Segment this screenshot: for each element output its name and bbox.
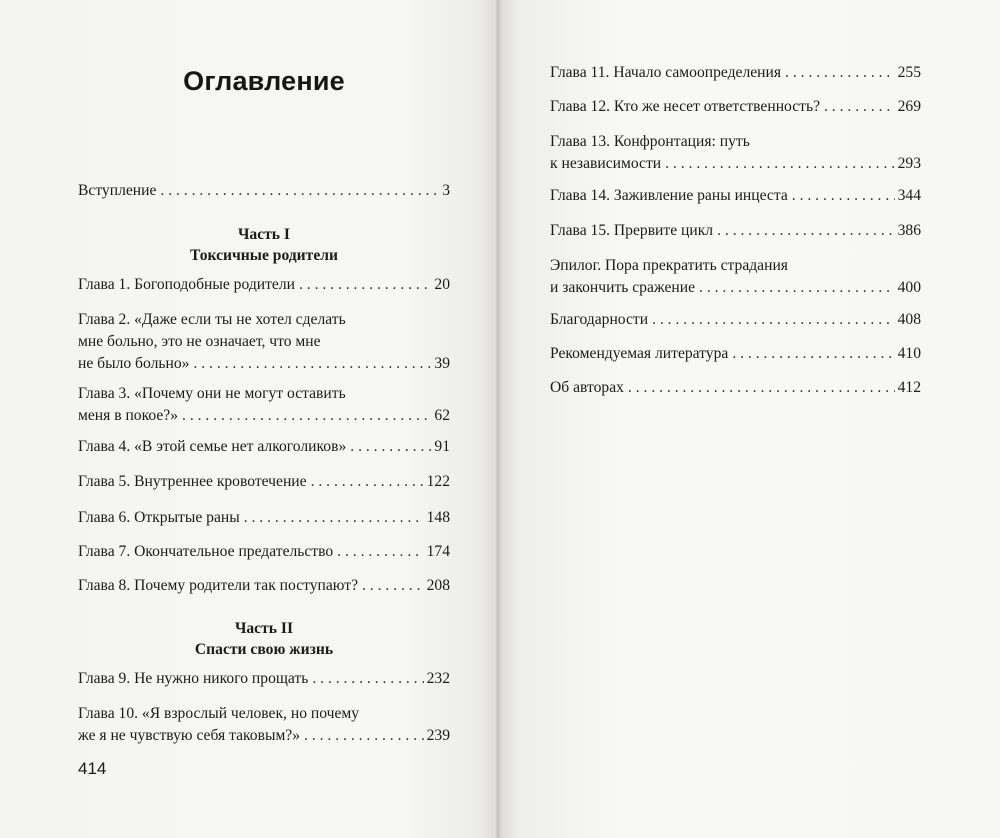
toc-entry-page: 410 bbox=[897, 345, 921, 362]
toc-entry-chapter-12 bbox=[550, 96, 921, 118]
toc-title: Оглавление bbox=[183, 66, 345, 96]
toc-entry-page: 269 bbox=[897, 98, 921, 115]
toc-entry-text: Глава 15. Прервите цикл bbox=[550, 222, 714, 239]
toc-leader-dots bbox=[244, 507, 424, 529]
page-number: 414 bbox=[78, 759, 107, 778]
toc-entry-chapter-15 bbox=[550, 220, 921, 242]
toc-entry-text: Глава 1. Богоподобные родители bbox=[78, 276, 295, 293]
toc-entry-chapter-9 bbox=[78, 668, 450, 690]
part-1-label: Часть I bbox=[237, 226, 291, 243]
toc-leader-dots bbox=[628, 377, 895, 399]
toc-entry-text-line: Глава 2. «Даже если ты не хотел сделать bbox=[78, 311, 346, 328]
toc-entry-chapter-6 bbox=[78, 507, 450, 529]
toc-entry-chapter-1 bbox=[78, 274, 450, 296]
toc-leader-dots bbox=[337, 541, 423, 563]
toc-entry-text: не было больно» bbox=[78, 355, 190, 372]
part-2-subtitle: Спасти свою жизнь bbox=[194, 641, 334, 658]
toc-entry-text: меня в покое?» bbox=[78, 407, 179, 424]
toc-entry-page: 148 bbox=[426, 509, 450, 526]
toc-entry-chapter-2 bbox=[78, 309, 450, 375]
toc-entry-chapter-11 bbox=[550, 62, 921, 84]
toc-entry-text: Об авторах bbox=[550, 379, 624, 396]
toc-entry-page: 255 bbox=[897, 64, 921, 81]
toc-entry-page: 232 bbox=[426, 670, 450, 687]
toc-entry-page: 408 bbox=[897, 311, 921, 328]
toc-leader-dots bbox=[652, 309, 895, 331]
toc-leader-dots bbox=[732, 343, 894, 365]
toc-entry-text-line: мне больно, это не означает, что мне bbox=[78, 333, 321, 350]
toc-entry-page: 293 bbox=[897, 155, 921, 172]
toc-entry-chapter-3 bbox=[78, 383, 450, 427]
toc-entry-page: 208 bbox=[426, 577, 450, 594]
part-2-label: Часть II bbox=[234, 620, 294, 637]
toc-entry-text: Рекомендуемая литература bbox=[550, 345, 729, 362]
toc-leader-dots bbox=[665, 153, 894, 175]
toc-entry-page: 39 bbox=[434, 355, 450, 372]
toc-entry-text: Благодарности bbox=[550, 311, 649, 328]
toc-entry-text: Глава 7. Окончательное предательство bbox=[78, 543, 334, 560]
toc-entry-text: и закончить сражение bbox=[550, 279, 696, 296]
toc-entry-chapter-14 bbox=[550, 185, 921, 207]
toc-entry-epilogue bbox=[550, 255, 921, 299]
toc-entry-text-line: Глава 3. «Почему они не могут оставить bbox=[78, 385, 346, 402]
toc-entry-chapter-5 bbox=[78, 471, 450, 493]
toc-entry-text: Глава 5. Внутреннее кровотечение bbox=[78, 473, 307, 490]
toc-leader-dots bbox=[312, 668, 423, 690]
toc-entry-page: 91 bbox=[434, 438, 450, 455]
part-1-subtitle: Токсичные родители bbox=[190, 247, 338, 264]
toc-entry-text-line: Эпилог. Пора прекратить страдания bbox=[550, 257, 788, 274]
toc-leader-dots bbox=[350, 436, 431, 458]
toc-entry-about-authors bbox=[550, 377, 921, 399]
toc-entry-page: 400 bbox=[897, 279, 921, 296]
toc-entry-text-line: Глава 10. «Я взрослый человек, но почему bbox=[78, 705, 360, 722]
toc-leader-dots bbox=[299, 274, 431, 296]
toc-entry-page: 239 bbox=[426, 727, 450, 744]
toc-entry-page: 412 bbox=[897, 379, 921, 396]
toc-entry-text-line: Глава 13. Конфронтация: путь bbox=[550, 133, 750, 150]
toc-entry-page: 3 bbox=[442, 182, 450, 199]
toc-entry-text: Глава 8. Почему родители так поступают? bbox=[78, 577, 358, 594]
toc-entry-page: 386 bbox=[897, 222, 921, 239]
toc-entry-text: Глава 4. «В этой семье нет алкоголиков» bbox=[78, 438, 347, 455]
toc-entry-page: 20 bbox=[434, 276, 450, 293]
toc-entry-recommended-reading bbox=[550, 343, 921, 365]
book-gutter bbox=[495, 0, 501, 838]
toc-leader-dots bbox=[182, 405, 431, 427]
toc-entry-text: Вступление bbox=[78, 182, 157, 199]
toc-leader-dots bbox=[193, 353, 431, 375]
toc-entry-acknowledgements bbox=[550, 309, 921, 331]
toc-entry-chapter-4 bbox=[78, 436, 450, 458]
toc-entry-chapter-13 bbox=[550, 131, 921, 175]
toc-entry-page: 62 bbox=[434, 407, 450, 424]
toc-leader-dots bbox=[304, 725, 424, 747]
toc-leader-dots bbox=[362, 575, 424, 597]
toc-leader-dots bbox=[699, 277, 895, 299]
toc-entry-text: к независимости bbox=[550, 155, 662, 172]
toc-entry-page: 174 bbox=[426, 543, 450, 560]
toc-leader-dots bbox=[717, 220, 895, 242]
toc-leader-dots bbox=[785, 62, 895, 84]
toc-entry-chapter-8 bbox=[78, 575, 450, 597]
toc-entry-intro bbox=[78, 180, 450, 202]
toc-leader-dots bbox=[311, 471, 424, 493]
toc-entry-text: Глава 11. Начало самоопределения bbox=[550, 64, 782, 81]
toc-entry-chapter-7 bbox=[78, 541, 450, 563]
toc-entry-text: Глава 14. Заживление раны инцеста bbox=[550, 187, 788, 204]
toc-entry-page: 344 bbox=[897, 187, 921, 204]
toc-entry-chapter-10 bbox=[78, 703, 450, 747]
toc-leader-dots bbox=[824, 96, 895, 118]
toc-entry-text: Глава 9. Не нужно никого прощать bbox=[78, 670, 309, 687]
toc-entry-text: Глава 12. Кто же несет ответственность? bbox=[550, 98, 820, 115]
toc-entry-page: 122 bbox=[426, 473, 450, 490]
toc-entry-text: же я не чувствую себя таковым?» bbox=[78, 727, 301, 744]
toc-entry-text: Глава 6. Открытые раны bbox=[78, 509, 240, 526]
right-page bbox=[498, 0, 1000, 838]
toc-leader-dots bbox=[160, 180, 439, 202]
toc-leader-dots bbox=[792, 185, 895, 207]
